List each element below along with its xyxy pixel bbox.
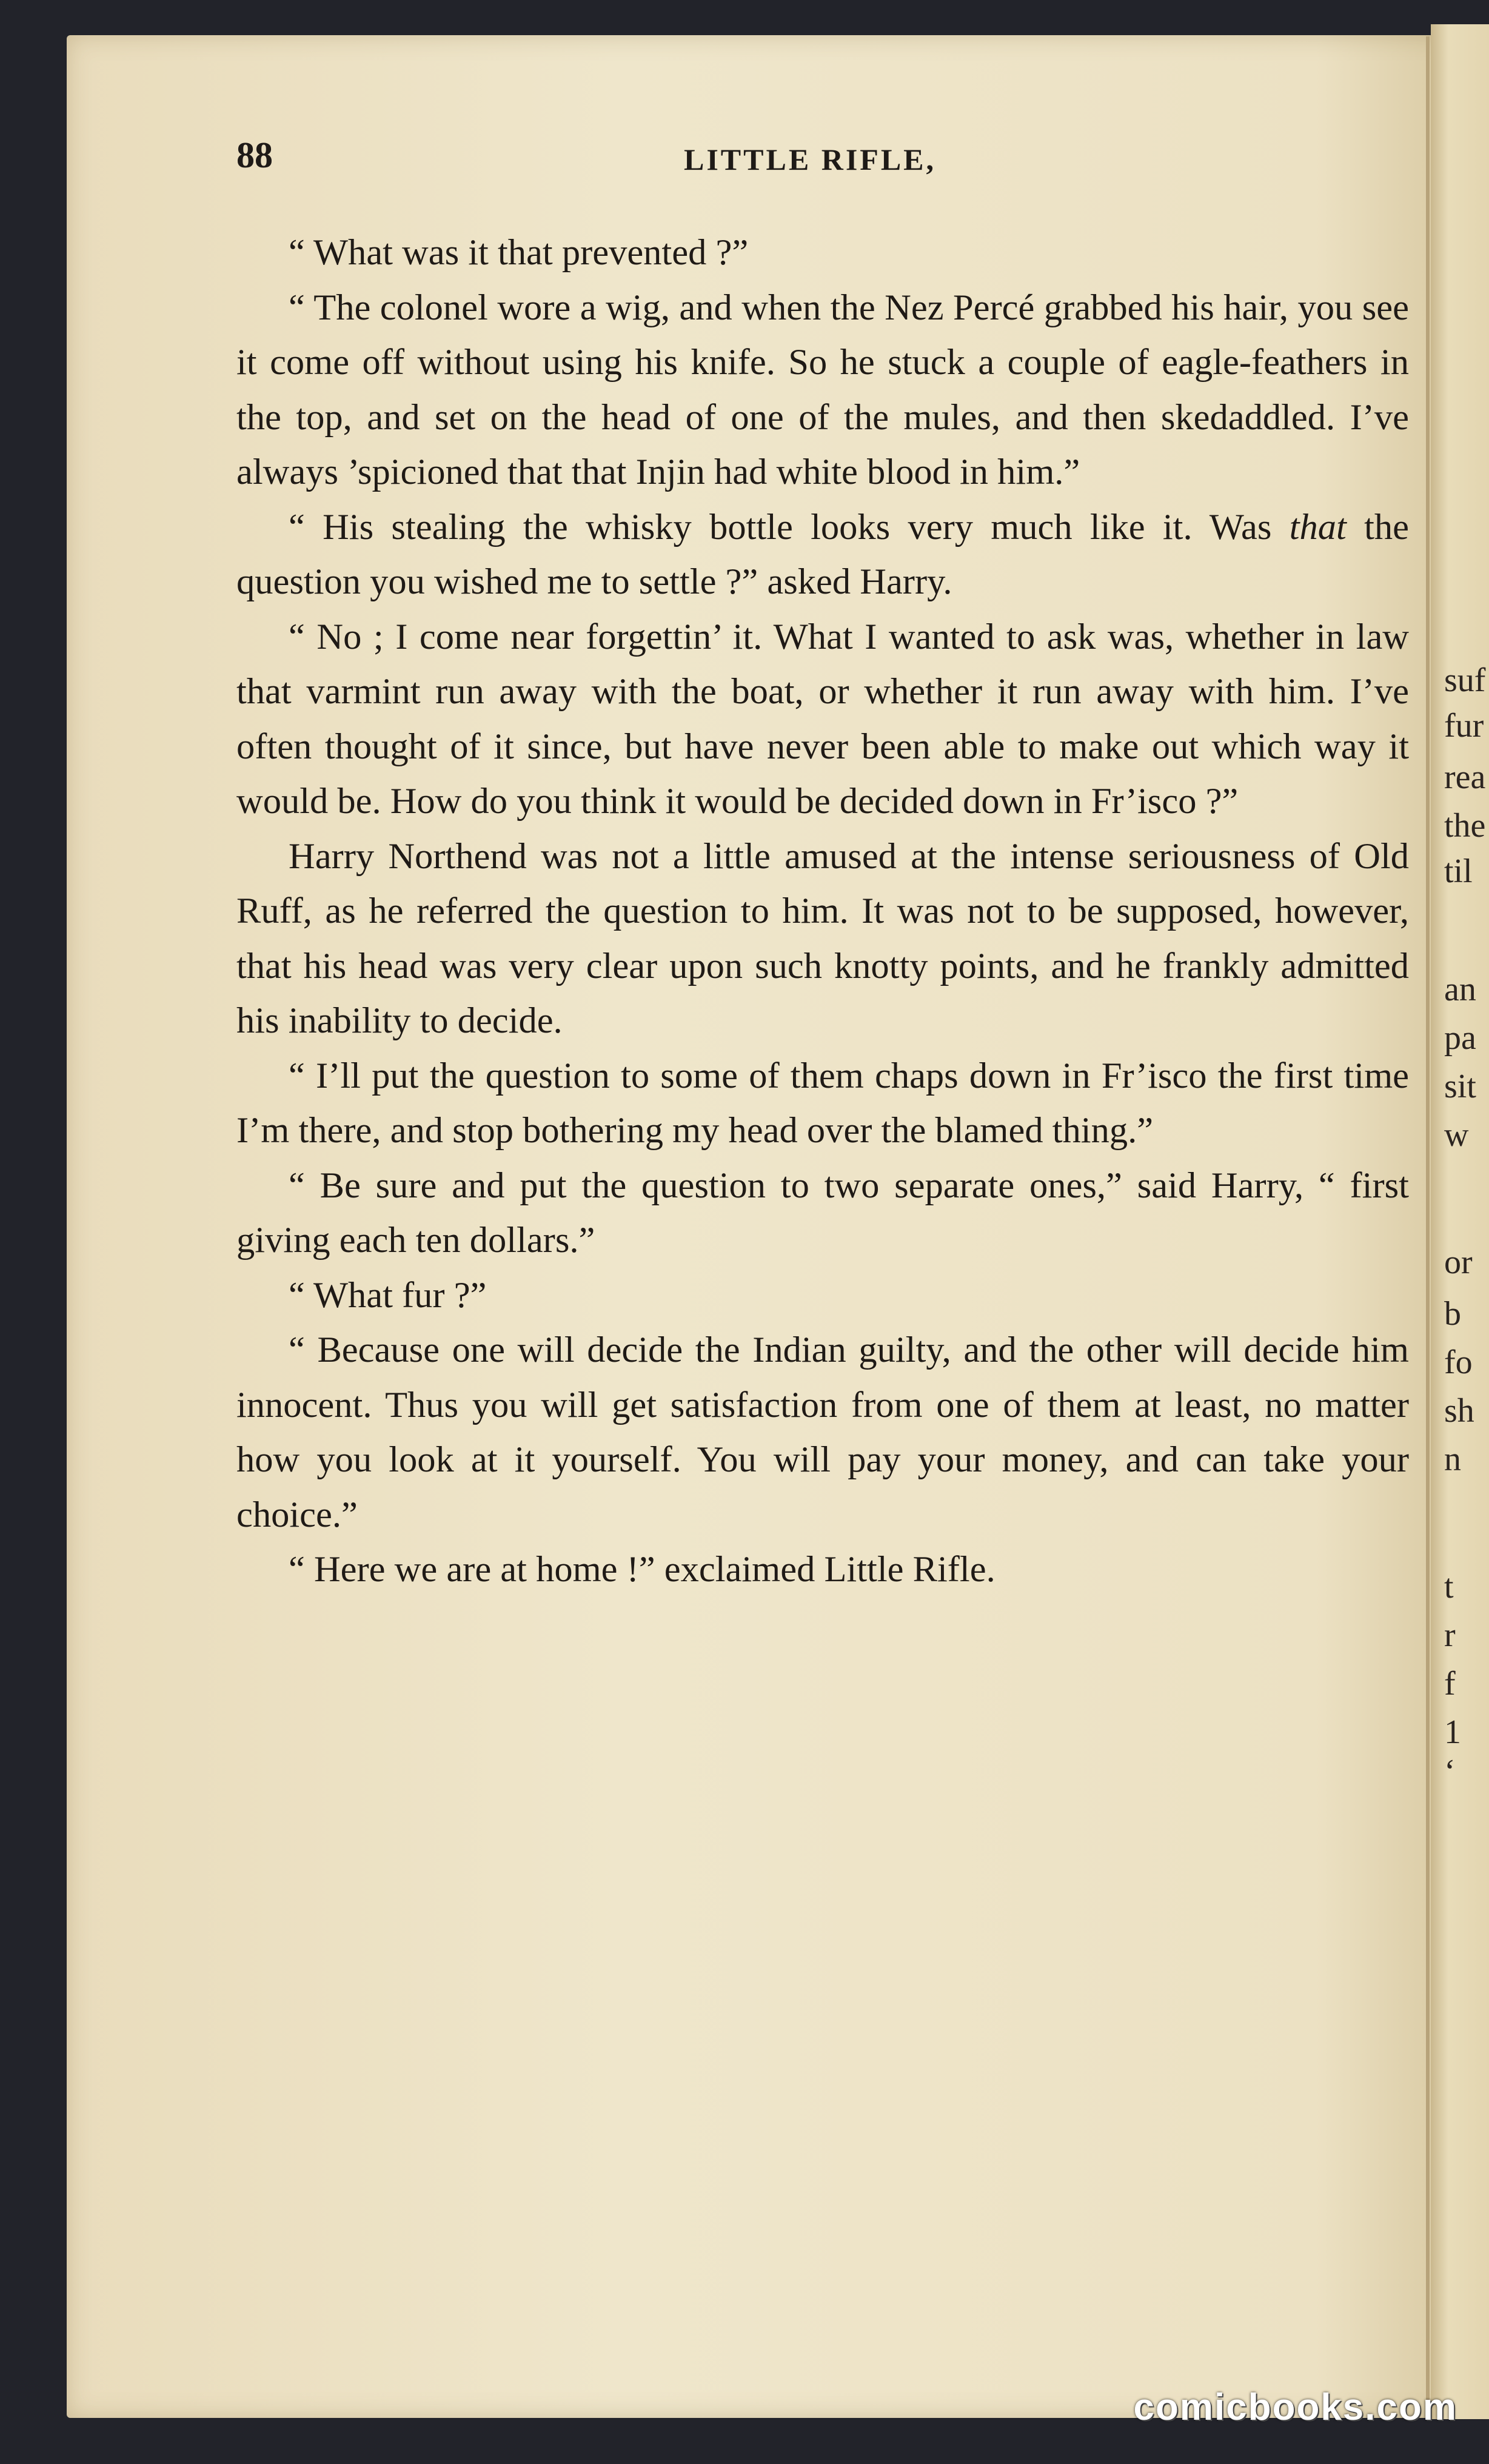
adjacent-page-text-fragments <box>1444 24 1489 2419</box>
adjacent-page-fragment: t <box>1444 1568 1454 1605</box>
adjacent-page-fragment: suf <box>1444 661 1486 699</box>
paragraph: “ Be sure and put the question to two separate ones,” said Harry, “ first giving each ten dollars.” <box>236 1165 1409 1260</box>
adjacent-page-fragment: w <box>1444 1116 1469 1154</box>
adjacent-page-fragment: an <box>1444 971 1476 1008</box>
paragraph: “ No ; I come near forgettin’ it. What I wanted to ask was, whether in law that varmint run away with the boat, or whether it run away with him. I’ve often thought of it since, but have never been able to make out which way it would be. How do you think it would be decided down in Fr’isco ?” <box>236 616 1409 822</box>
adjacent-page-fragment: pa <box>1444 1019 1476 1057</box>
running-head <box>236 135 1388 189</box>
paragraph: “ Because one will decide the Indian guilty, and the other will decide him innocent. Thus you will get satisfaction from one of them at least, no matter how you look at it yourself. You will pay your money, and can take your choice.” <box>236 1330 1409 1535</box>
adjacent-page-fragment: b <box>1444 1295 1461 1333</box>
adjacent-page-fragment: or <box>1444 1244 1473 1281</box>
adjacent-page-fragment: sit <box>1444 1068 1476 1105</box>
paragraph: Harry Northend was not a little amused at the intense seriousness of Old Ruff, as he referred the question to him. It was not to be supposed, however, that his head was very clear upon such knotty points, and he frankly admitted his inability to decide. <box>236 835 1409 1041</box>
adjacent-page-fragment: f <box>1444 1665 1456 1702</box>
paragraph: “ His stealing the whisky bottle looks very much like it. Was that the question you wished me to settle ?” asked Harry. <box>236 506 1409 602</box>
paragraph: “ I’ll put the question to some of them chaps down in Fr’isco the first time I’m there, and stop bothering my head over the blamed thing.” <box>236 1055 1409 1151</box>
adjacent-page-fragment: r <box>1444 1616 1456 1654</box>
paragraph: “ What fur ?” <box>289 1274 487 1316</box>
running-head-title: LITTLE RIFLE, <box>684 142 937 176</box>
paragraph: “ What was it that prevented ?” <box>289 232 749 273</box>
adjacent-page-fragment: ‘ <box>1444 1753 1456 1790</box>
adjacent-page-fragment: fur <box>1444 707 1484 745</box>
watermark-logo: comicbooks.com <box>1133 2386 1457 2428</box>
body-text <box>236 226 1409 1598</box>
adjacent-page-fragment: til <box>1444 852 1473 890</box>
adjacent-page-edge <box>1431 24 1489 2419</box>
paragraph: “ The colonel wore a wig, and when the Nez Percé grabbed his hair, you see it come off without using his knife. So he stuck a couple of eagle-feathers in the top, and set on the head of one of the mules, and then skedaddled. I’ve always ’spicioned that that Injin had white blood in him.” <box>236 287 1409 492</box>
page-number: 88 <box>236 135 273 175</box>
page-gutter <box>1426 36 1430 2419</box>
adjacent-page-fragment: 1 <box>1444 1713 1461 1751</box>
adjacent-page-fragment: fo <box>1444 1344 1473 1381</box>
adjacent-page-fragment: sh <box>1444 1392 1474 1430</box>
emphasized-word: that <box>1289 506 1347 547</box>
adjacent-page-fragment: n <box>1444 1441 1461 1478</box>
paragraph: “ Here we are at home !” exclaimed Little Rifle. <box>289 1549 995 1590</box>
adjacent-page-fragment: the <box>1444 807 1486 845</box>
adjacent-page-fragment: rea <box>1444 758 1486 796</box>
